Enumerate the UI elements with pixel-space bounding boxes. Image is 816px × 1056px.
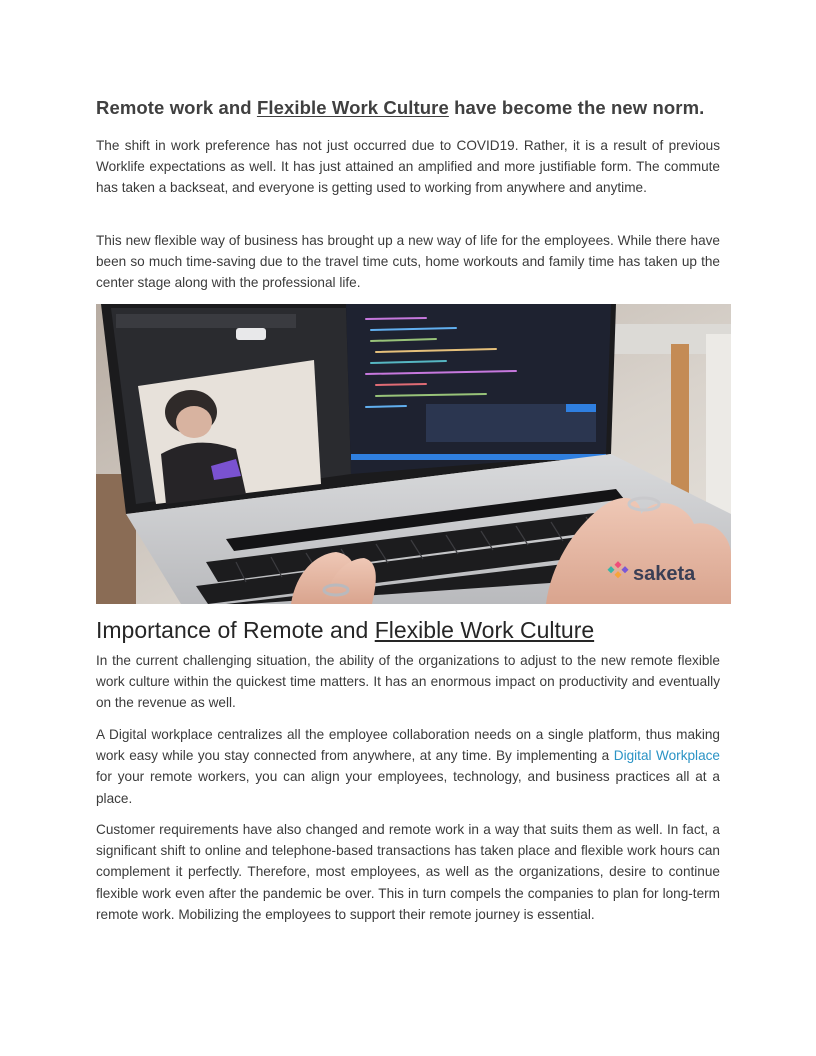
- section-heading-link-flexible-work-culture[interactable]: Flexible Work Culture: [374, 617, 595, 643]
- section-heading: [96, 617, 594, 644]
- laptop-photo: [96, 304, 731, 604]
- svg-text:saketa: saketa: [633, 563, 696, 585]
- heading-text-end: have become the new norm.: [448, 97, 705, 118]
- digital-workplace-paragraph: [96, 724, 720, 809]
- page-heading: [96, 97, 736, 119]
- heading-text-start: Remote work and: [96, 97, 257, 118]
- paragraph-text: for your remote workers, you can align your employees, technology, and business practices all at a place.: [96, 769, 720, 806]
- lifestyle-paragraph: This new flexible way of business has brought up a new way of life for the employees. While there have been so much time-saving due to the travel time cuts, home workouts and family time has taken up the center stage along with the professional life.: [96, 233, 720, 291]
- importance-paragraph: In the current challenging situation, the ability of the organizations to adjust to the new remote flexible work culture within the quickest time matters. It has an enormous impact on productivity and eventually on the revenue as well.: [96, 653, 720, 711]
- digital-workplace-link[interactable]: Digital Workplace: [613, 748, 720, 764]
- hero-image-laptop-video-call: [96, 304, 731, 604]
- paragraph-text: A Digital workplace centralizes all the employee collaboration needs on a single platform, thus making work easy while you stay connected from anywhere, at any time. By implementing a: [96, 727, 720, 764]
- section-heading-text: Importance of Remote and: [96, 617, 375, 643]
- heading-link-flexible-work-culture[interactable]: Flexible Work Culture: [256, 97, 449, 118]
- intro-paragraph: The shift in work preference has not just occurred due to COVID19. Rather, it is a result of previous Worklife expectations as well. It has just attained an amplified and more justifiable form. The commute has taken a backseat, and everyone is getting used to working from anywhere and anytime.: [96, 138, 720, 196]
- customer-requirements-paragraph: Customer requirements have also changed and remote work in a way that suits them as well. In fact, a significant shift to online and telephone-based transactions has taken place and flexible work hours can complement it perfectly. Therefore, most employees, as well as the organizations, desire to continue flexible work even after the pandemic be over. This in turn compels the companies to plan for long-term remote work. Mobilizing the employees to support their remote journey is essential.: [96, 822, 720, 922]
